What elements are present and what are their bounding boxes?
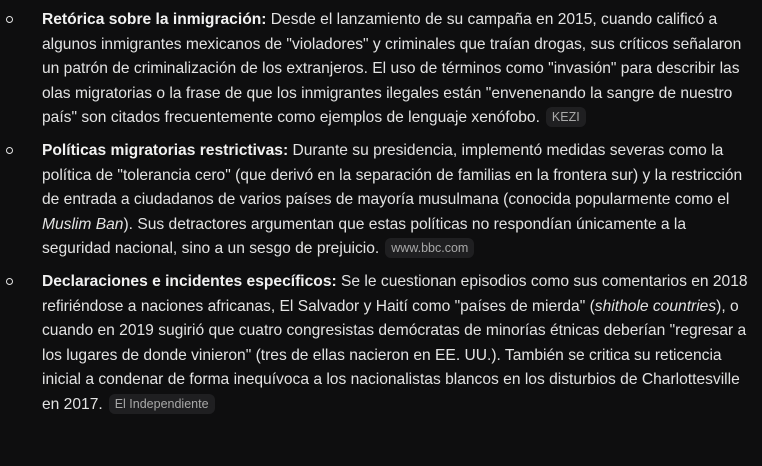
- item-italic-term: shithole countries: [594, 297, 717, 315]
- list-item-rhetoric: [0, 8, 762, 131]
- source-chip-bbc[interactable]: www.bbc.com: [385, 238, 474, 258]
- item-body-continued: ), o cuando en 2019 sugirió que cuatro congresistas demócratas de minorías étnicas deberían "regresar a los lugares de donde vinieron" (tres de ellas nacieron en EE. UU.). También se critica su reticencia inicial a condenar de forma inequívoca a los nacionalistas blancos en los disturbios de Charlottesville en 2017.: [42, 297, 747, 413]
- item-body: Desde el lanzamiento de su campaña en 2015, cuando calificó a algunos inmigrantes mexicanos de "violadores" y criminales que traían drogas, sus críticos señalaron un patrón de criminalización de los extranjeros. El uso de términos como "invasión" para describir las olas migratorias o la frase de que los inmigrantes ilegales están "envenenando la sangre de nuestro país" son citados frecuentemente como ejemplos de lenguaje xenófobo.: [42, 11, 742, 127]
- source-chip-kezi[interactable]: KEZI: [546, 107, 586, 127]
- item-body: Durante su presidencia, implementó medidas severas como la política de "tolerancia cero" (que derivó en la separación de familias en la frontera sur) y la restricción de entrada a ciudadanos de varios países de mayoría musulmana (conocida popularmente como el: [42, 141, 743, 209]
- list-item-policies: [0, 139, 762, 262]
- source-chip-el-independiente[interactable]: El Independiente: [109, 394, 215, 414]
- hollow-bullet-icon: [6, 147, 13, 154]
- item-heading: Declaraciones e incidentes específicos:: [42, 272, 337, 290]
- hollow-bullet-icon: [6, 278, 13, 285]
- item-italic-term: Muslim Ban: [42, 215, 124, 233]
- hollow-bullet-icon: [6, 16, 13, 23]
- list-item-statements: [0, 270, 762, 418]
- item-body-continued: ). Sus detractores argumentan que estas políticas no respondían únicamente a la seguridad nacional, sino a un sesgo de prejuicio.: [42, 215, 687, 258]
- item-heading: Retórica sobre la inmigración:: [42, 11, 267, 28]
- item-body: Se le cuestionan episodios como sus comentarios en 2018 refiriéndose a naciones africanas, El Salvador y Haití como "países de mierda" (: [42, 272, 748, 315]
- item-heading: Políticas migratorias restrictivas:: [42, 141, 289, 159]
